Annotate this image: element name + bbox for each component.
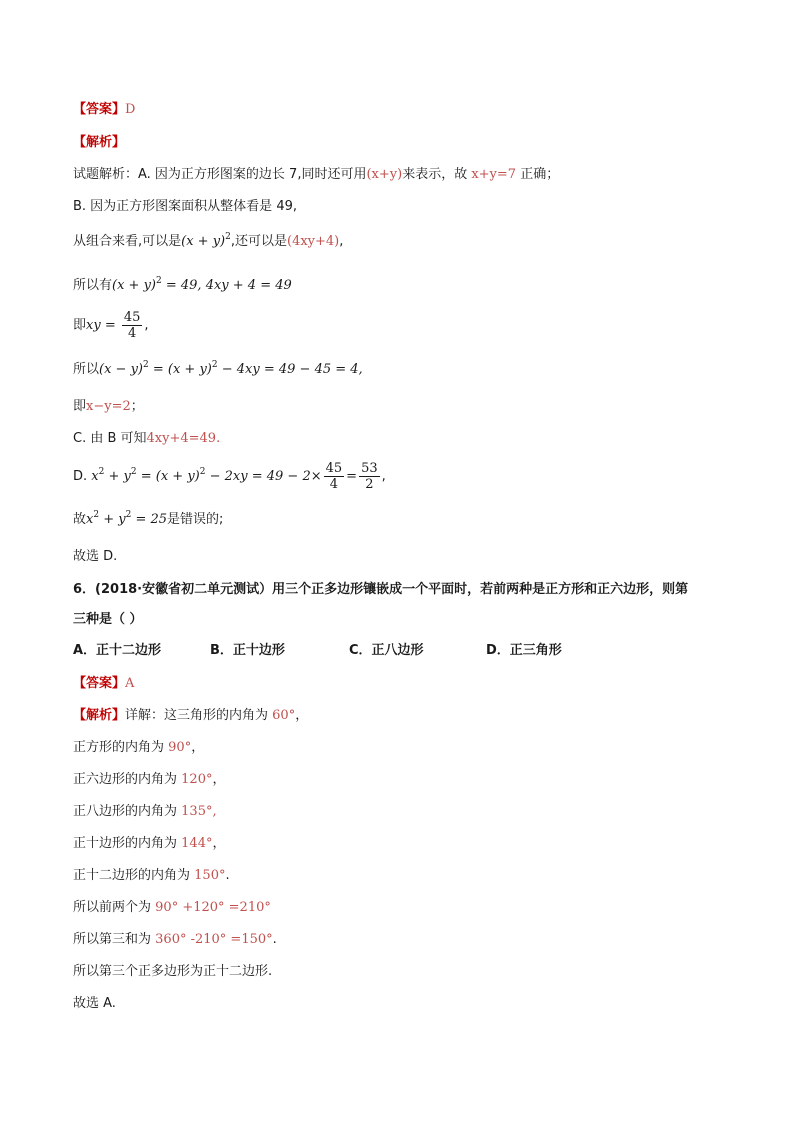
options-row — [73, 643, 593, 659]
analysis-line-3 — [73, 231, 344, 250]
text: 正十边形的内角为 — [73, 836, 178, 851]
analysis-line-8 — [73, 431, 220, 447]
option-a: A．正十二边形 — [73, 643, 162, 658]
question-text: 三种是（ ） — [73, 612, 143, 627]
text: 故选 A. — [73, 996, 116, 1011]
exponent: 2 — [130, 466, 137, 477]
exponent: 2 — [93, 509, 100, 520]
exponent: 2 — [143, 359, 149, 370]
numerator: 53 — [361, 461, 378, 476]
highlight: 90° +120° =210° — [151, 900, 271, 915]
analysis-tag: 【解析】 — [73, 708, 126, 723]
text: 所以第三个正多边形为正十二边形. — [73, 964, 273, 979]
text: ， — [191, 740, 205, 755]
q6-analysis-line-4 — [73, 804, 217, 820]
analysis-tag — [73, 135, 125, 151]
text: ,还可以是 — [230, 234, 287, 249]
text: 正确； — [516, 167, 560, 182]
text: 即 — [73, 318, 87, 333]
text: 所以有 — [73, 278, 113, 293]
denominator: 4 — [127, 326, 137, 341]
answer-line — [73, 676, 134, 692]
text: 从组合来看,可以是 — [73, 234, 182, 249]
formula: x — [86, 512, 94, 527]
q6-analysis-line-1 — [73, 708, 308, 724]
analysis-line-11 — [73, 549, 117, 565]
highlight: 144° — [177, 836, 213, 851]
formula: x — [91, 469, 99, 484]
highlight: 90° — [164, 740, 192, 755]
fraction — [359, 461, 380, 492]
formula: = — [346, 469, 358, 484]
answer-tag: 【答案】 — [73, 102, 126, 117]
text: ， — [295, 708, 309, 723]
text: . — [225, 868, 230, 883]
formula: xy = — [86, 318, 120, 333]
text: 来表示，故 — [402, 167, 472, 182]
text: B. 因为正方形图案面积从整体看是 49, — [73, 199, 297, 214]
formula: = (x + y) — [148, 362, 212, 377]
text: 正六边形的内角为 — [73, 772, 178, 787]
text: ， — [212, 772, 226, 787]
numerator: 45 — [325, 461, 343, 476]
formula: + y — [104, 469, 131, 484]
text: 故 — [73, 512, 87, 527]
text: ， — [212, 836, 226, 851]
option-d: D．正三角形 — [486, 643, 562, 658]
answer-tag: 【答案】 — [73, 676, 126, 691]
highlight: 120° — [177, 772, 213, 787]
text: . — [272, 932, 277, 947]
analysis-line-5 — [73, 309, 149, 343]
answer-value: D — [125, 102, 136, 117]
question-text: 6．(2018·安徽省初二单元测试）用三个正多边形镶嵌成一个平面时，若前两种是正方形和正六边形，则第 — [73, 582, 689, 597]
text: , — [381, 469, 386, 484]
text: 正八边形的内角为 — [73, 804, 178, 819]
q6-analysis-line-3 — [73, 772, 225, 788]
text: 即 — [73, 399, 87, 414]
text: 所以第三和为 — [73, 932, 152, 947]
highlight: 150° — [190, 868, 226, 883]
option-b: B．正十边形 — [210, 643, 285, 658]
text: D. — [73, 469, 92, 484]
highlight: x+y=7 — [471, 167, 517, 182]
formula: (x + y) — [112, 278, 156, 293]
text: ； — [130, 399, 144, 414]
exponent: 2 — [211, 359, 218, 370]
analysis-line-7 — [73, 399, 144, 415]
answer-value: A — [125, 676, 135, 691]
formula: (x − y) — [99, 362, 143, 377]
formula: = 49, 4xy + 4 = 49 — [161, 278, 292, 293]
text: 故选 D. — [73, 549, 118, 564]
answer-line — [73, 102, 135, 118]
q6-analysis-line-10 — [73, 996, 116, 1012]
q6-analysis-line-8 — [73, 932, 277, 948]
highlight: 360° -210° =150° — [151, 932, 273, 947]
analysis-line-4 — [73, 275, 292, 294]
formula: + y — [99, 512, 126, 527]
text: 正方形的内角为 — [73, 740, 165, 755]
analysis-line-10 — [73, 509, 224, 528]
analysis-tag-text: 【解析】 — [73, 135, 126, 150]
fraction — [324, 461, 345, 492]
text: 是错误的; — [167, 512, 224, 527]
exponent: 2 — [156, 275, 162, 286]
exponent: 2 — [199, 466, 206, 477]
exponent: 2 — [98, 466, 105, 477]
text: 所以 — [73, 362, 100, 377]
question-6-line-2 — [73, 612, 143, 628]
formula: = 25 — [131, 512, 168, 527]
highlight: 60° — [268, 708, 296, 723]
text: C. 由 B 可知 — [73, 431, 147, 446]
highlight: 4xy+4=49. — [146, 431, 221, 446]
exponent: 2 — [225, 231, 231, 242]
text: , — [339, 234, 344, 249]
analysis-line-2 — [73, 199, 297, 215]
question-6-line-1 — [73, 582, 688, 598]
text: 正十二边形的内角为 — [73, 868, 191, 883]
formula: (x + y) — [181, 234, 226, 249]
q6-analysis-line-5 — [73, 836, 225, 852]
q6-analysis-line-2 — [73, 740, 204, 756]
text: , — [144, 318, 149, 333]
option-c: C．正八边形 — [349, 643, 424, 658]
exponent: 2 — [125, 509, 132, 520]
q6-analysis-line-9 — [73, 964, 272, 980]
analysis-line-9 — [73, 459, 386, 495]
text: 所以前两个为 — [73, 900, 152, 915]
highlight: x−y=2 — [86, 399, 131, 414]
text: 试题解析：A. 因为正方形图案的边长 7,同时还可用 — [73, 167, 367, 182]
q6-analysis-line-7 — [73, 900, 271, 916]
highlight: (x+y) — [366, 167, 403, 182]
formula: − 4xy = 49 − 45 = 4, — [217, 362, 363, 377]
numerator: 45 — [123, 310, 141, 325]
q6-analysis-line-6 — [73, 868, 230, 884]
analysis-line-1 — [73, 167, 559, 183]
denominator: 2 — [365, 477, 374, 492]
analysis-line-6 — [73, 359, 363, 378]
denominator: 4 — [329, 477, 339, 492]
highlight: (4xy+4) — [287, 234, 340, 249]
formula: − 2xy = 49 − 2× — [205, 469, 322, 484]
highlight: 135°, — [177, 804, 217, 819]
fraction — [122, 310, 143, 341]
text: 详解：这三角形的内角为 — [125, 708, 269, 723]
formula: = (x + y) — [136, 469, 200, 484]
